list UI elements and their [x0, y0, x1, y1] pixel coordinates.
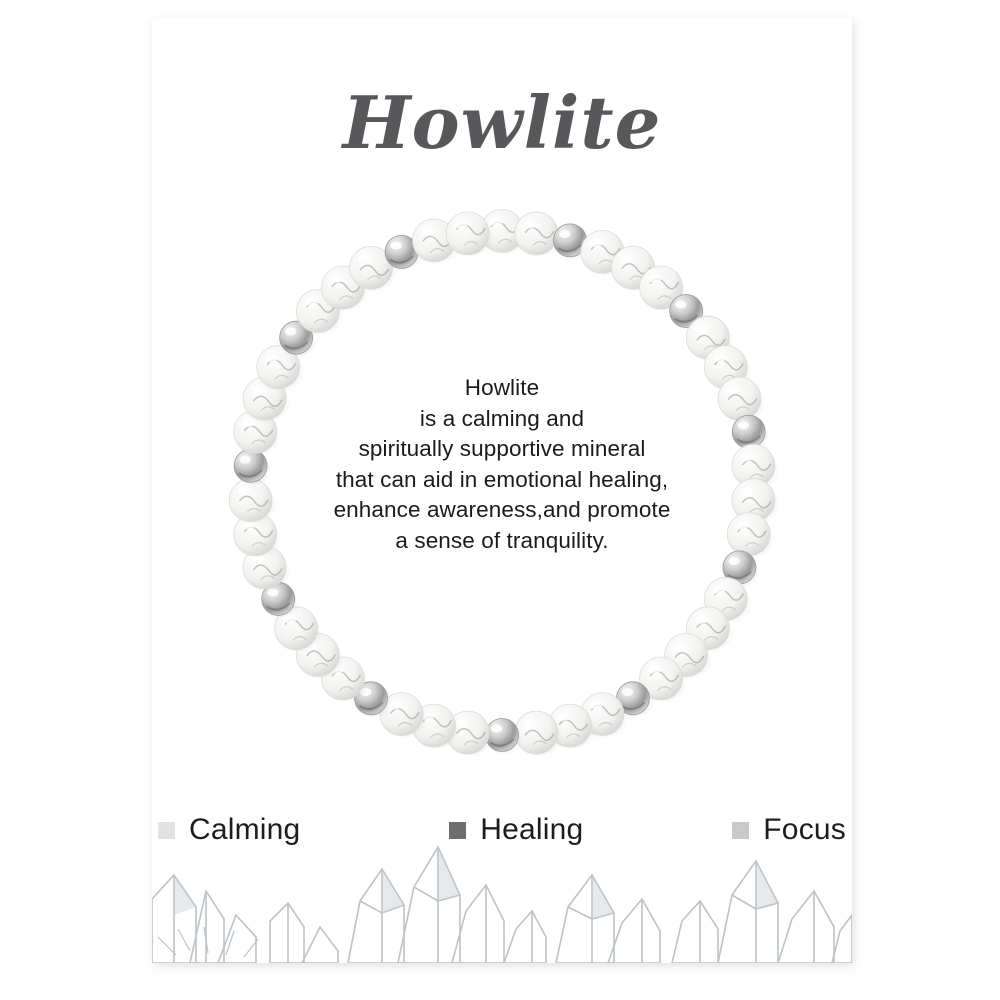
description-line-3: spiritually supportive mineral [358, 436, 646, 461]
description-line-6: a sense of tranquility. [395, 527, 609, 553]
stone-bead [446, 711, 489, 754]
metal-bead [355, 682, 388, 715]
description-line-5: enhance awareness,and promote [333, 497, 671, 522]
metal-bead [280, 321, 313, 354]
stone-bead [275, 607, 318, 650]
stone-bead [321, 266, 364, 309]
stone-bead [296, 634, 339, 677]
stone-bead [611, 246, 654, 289]
stone-bead [350, 246, 393, 289]
stone-bead [321, 657, 364, 700]
benefit-label: Calming [189, 813, 301, 846]
benefit-label: Healing [480, 813, 584, 846]
stone-bead [686, 316, 729, 359]
page-title: Howlite [342, 80, 662, 165]
stone-bead [640, 266, 683, 309]
metal-bead [616, 682, 649, 715]
stone-bead [413, 219, 456, 262]
stone-bead [640, 657, 683, 700]
stone-bead [581, 693, 624, 736]
description-line-2: is a calming and [419, 405, 585, 431]
stone-bead [296, 289, 339, 332]
metal-bead [553, 224, 586, 257]
description-line-4: that can aid in emotional healing, [335, 466, 669, 492]
stone-bead [413, 704, 456, 747]
stone-bead [548, 704, 591, 747]
metal-bead [385, 235, 418, 268]
stone-bead [515, 711, 558, 754]
benefit-label: Focus [763, 813, 846, 846]
stone-bead [380, 693, 423, 736]
stone-bead [686, 607, 729, 650]
product-description [262, 373, 742, 556]
metal-bead [486, 719, 519, 752]
metal-bead [262, 582, 295, 615]
stone-bead [581, 230, 624, 273]
stone-bead [446, 212, 489, 255]
product-card [152, 18, 852, 963]
description-line-1: Howlite [464, 375, 540, 400]
crystal-cluster-icon [152, 803, 852, 963]
stone-bead [704, 577, 747, 620]
stone-bead [665, 634, 708, 677]
metal-bead [670, 294, 703, 327]
stone-bead [515, 212, 558, 255]
stone-bead [481, 210, 524, 253]
